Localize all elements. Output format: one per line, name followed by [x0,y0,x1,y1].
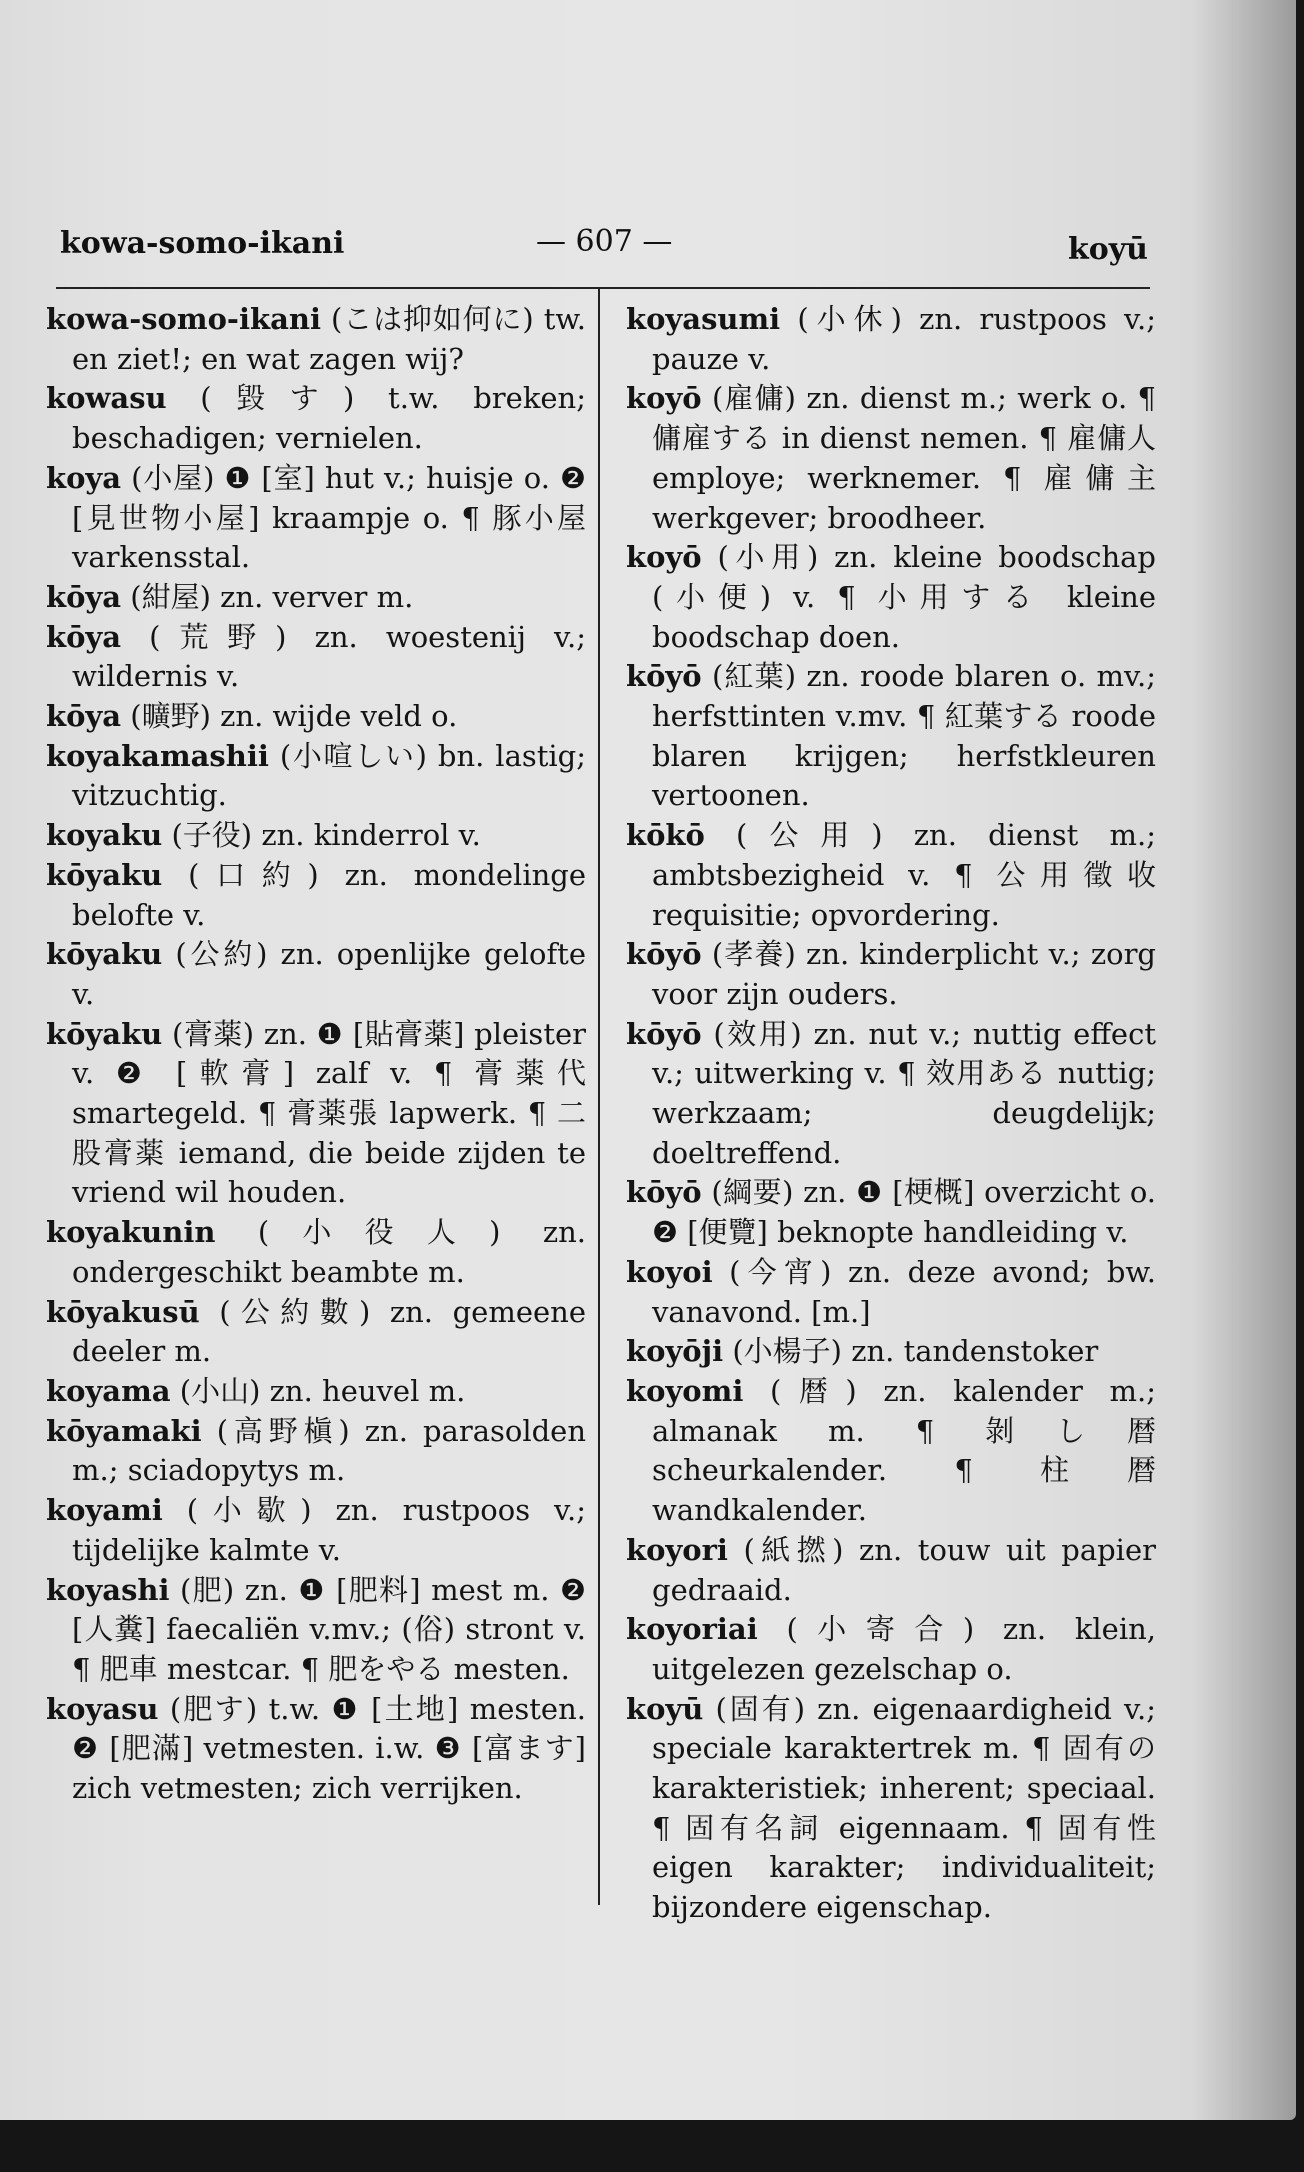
dictionary-entry [46,578,586,618]
dictionary-entry [626,1173,1156,1252]
headword: kōkō [626,818,705,853]
entry-definition: (效用) zn. nut v.; nuttig effect v.; uitwerking v. ¶ 效用ある nuttig; werkzaam; deugdelijk; doeltreffend. [652,1016,1156,1170]
dictionary-entry [626,1332,1156,1372]
entry-definition: (高野槇) zn. parasolden m.; sciadopytys m. [72,1413,586,1488]
headword: koya [46,460,122,495]
headword: kōyō [626,1016,702,1051]
headword: kōyaku [46,937,163,972]
entry-definition: (雇傭) zn. dienst m.; werk o. ¶ 傭雇する in dienst nemen. ¶ 雇傭人 employe; werknemer. ¶ 雇傭主 werkgever; broodheer. [652,381,1156,535]
headword: koyōji [626,1334,724,1369]
left-column [46,300,586,1809]
dictionary-entry [46,300,586,379]
entry-definition: (曠野) zn. wijde veld o. [121,699,458,734]
entry-definition: (公約數) zn. gemeene deeler m. [72,1294,586,1369]
headword: koyoi [626,1254,713,1289]
headword: koyami [46,1493,163,1528]
headword: koyaku [46,818,163,853]
entry-definition: (公用) zn. dienst m.; ambtsbezigheid v. ¶ 公用徵收 requisitie; opvordering. [652,818,1156,932]
dictionary-entry [626,1253,1156,1332]
entry-definition: (孝養) zn. kinderplicht v.; zorg voor zijn ouders. [652,937,1156,1011]
dictionary-entry [46,1571,586,1690]
headword: koyakunin [46,1215,216,1250]
dictionary-entry [626,1015,1156,1174]
headword: koyō [626,540,702,575]
dictionary-entry [626,657,1156,816]
dictionary-entry [46,1412,586,1491]
headword: kōyamaki [46,1413,202,1448]
entry-definition: (小喧しい) bn. lastig; vitzuchtig. [72,738,586,813]
headword: koyomi [626,1373,744,1408]
dictionary-entry [46,459,586,578]
headword: kōyaku [46,857,163,892]
dictionary-entry [626,1610,1156,1689]
dictionary-entry [46,1015,586,1214]
dictionary-entry [46,1213,586,1292]
entry-definition: (固有) zn. eigenaardigheid v.; speciale karaktertrek m. ¶ 固有の karakteristiek; inherent; speciaal. ¶ 固有名詞 eigennaam. ¶ 固有性 eigen karakter; individualiteit; bijzondere eigenschap. [652,1691,1156,1925]
headword: koyori [626,1532,728,1567]
headword: kōya [46,619,122,654]
dictionary-entry [46,737,586,816]
dictionary-entry [626,1531,1156,1610]
headword: koyoriai [626,1612,758,1647]
headword: koyama [46,1373,171,1408]
entry-definition: (紅葉) zn. roode blaren o. mv.; herfsttinten v.mv. ¶ 紅葉する roode blaren krijgen; herfstkleuren vertoonen. [652,659,1156,813]
headword: koyasu [46,1691,159,1726]
dictionary-entry [626,1690,1156,1928]
dictionary-entry [46,1293,586,1372]
entry-definition: (こは抑如何に) tw. en ziet!; en wat zagen wij? [72,302,586,376]
entry-definition: (小休) zn. rustpoos v.; pauze v. [652,302,1156,376]
entry-definition: (小用) zn. kleine boodschap (小便) v. ¶ 小用する kleine boodschap doen. [652,540,1156,654]
headword: koyasumi [626,302,781,336]
headword: kōyaku [46,1016,163,1051]
entry-definition: (綱要) zn. ❶ [梗概] overzicht o. ❷ [便覽] beknopte handleiding v. [652,1175,1156,1250]
headword: koyashi [46,1572,170,1607]
entry-definition: (今宵) zn. deze avond; bw. vanavond. [m.] [652,1254,1156,1329]
headword: koyū [626,1691,704,1726]
header-rule [56,287,1150,289]
headword: kōyō [626,1175,702,1210]
dictionary-entry [46,1491,586,1570]
headword: koyō [626,381,702,416]
dictionary-entry [46,935,586,1014]
dictionary-entry [626,816,1156,935]
entry-definition: (口約) zn. mondelinge belofte v. [72,857,586,932]
entry-definition: (膏薬) zn. ❶ [貼膏薬] pleister v. ❷ [軟膏] zalf v. ¶ 膏薬代 smartegeld. ¶ 膏薬張 lapwerk. ¶ 二股膏薬 iemand, die beide zijden te vriend wil houden. [72,1016,586,1210]
headword: kowa-somo-ikani [46,302,321,336]
entry-definition: (肥) zn. ❶ [肥料] mest m. ❷ [人糞] faecaliën v.mv.; (俗) stront v. ¶ 肥車 mestcar. ¶ 肥をやる mesten. [72,1572,586,1686]
headword: koyakamashii [46,738,269,773]
entry-definition: (小楊子) zn. tandenstoker [723,1334,1099,1369]
page-header [60,222,1148,272]
column-divider [598,289,600,1905]
dictionary-entry [626,379,1156,538]
headword: kowasu [46,381,167,416]
entry-definition: (小役人) zn. ondergeschikt beambte m. [72,1215,586,1289]
entry-definition: (肥す) t.w. ❶ [土地] mesten. ❷ [肥滿] vetmesten. i.w. ❸ [富ます] zich vetmesten; zich verrijken. [72,1691,586,1806]
headword: kōya [46,699,122,734]
entry-definition: (荒野) zn. woestenij v.; wildernis v. [72,619,586,694]
headword: kōya [46,579,122,614]
left-guide-word: kowa-somo-ikani [60,226,345,261]
entry-definition: (暦) zn. kalender m.; almanak m. ¶ 剝し暦 scheurkalender. ¶ 柱暦 wandkalender. [652,1373,1156,1528]
dictionary-entry [626,935,1156,1014]
entry-definition: (小山) zn. heuvel m. [170,1373,466,1408]
headword: kōyō [626,937,702,972]
entry-definition: (公約) zn. openlijke gelofte v. [72,937,586,1011]
page-number: — 607 — [536,224,673,259]
dictionary-entry [46,1690,586,1809]
headword: kōyō [626,659,702,694]
dictionary-entry [46,618,586,697]
dictionary-entry [46,379,586,458]
dictionary-entry [46,697,586,737]
entry-definition: (毀す) t.w. breken; beschadigen; vernielen. [72,381,586,456]
headword: kōyakusū [46,1294,200,1329]
entry-definition: (小屋) ❶ [室] hut v.; huisje o. ❷ [見世物小屋] kraampje o. ¶ 豚小屋 varkensstal. [72,460,586,575]
entry-definition: (子役) zn. kinderrol v. [162,818,481,853]
entry-definition: (紺屋) zn. verver m. [121,579,414,614]
entry-definition: (小寄合) zn. klein, uitgelezen gezelschap o. [652,1612,1156,1686]
entry-definition: (紙撚) zn. touw uit papier gedraaid. [652,1532,1156,1607]
dictionary-entry [46,1372,586,1412]
dictionary-entry [46,856,586,935]
right-guide-word: koyū [1067,232,1148,267]
dictionary-entry [626,538,1156,657]
entry-definition: (小歇) zn. rustpoos v.; tijdelijke kalmte v. [72,1493,586,1567]
dictionary-entry [46,816,586,856]
dictionary-entry [626,1372,1156,1531]
dictionary-entry [626,300,1156,379]
right-column [626,300,1156,1928]
